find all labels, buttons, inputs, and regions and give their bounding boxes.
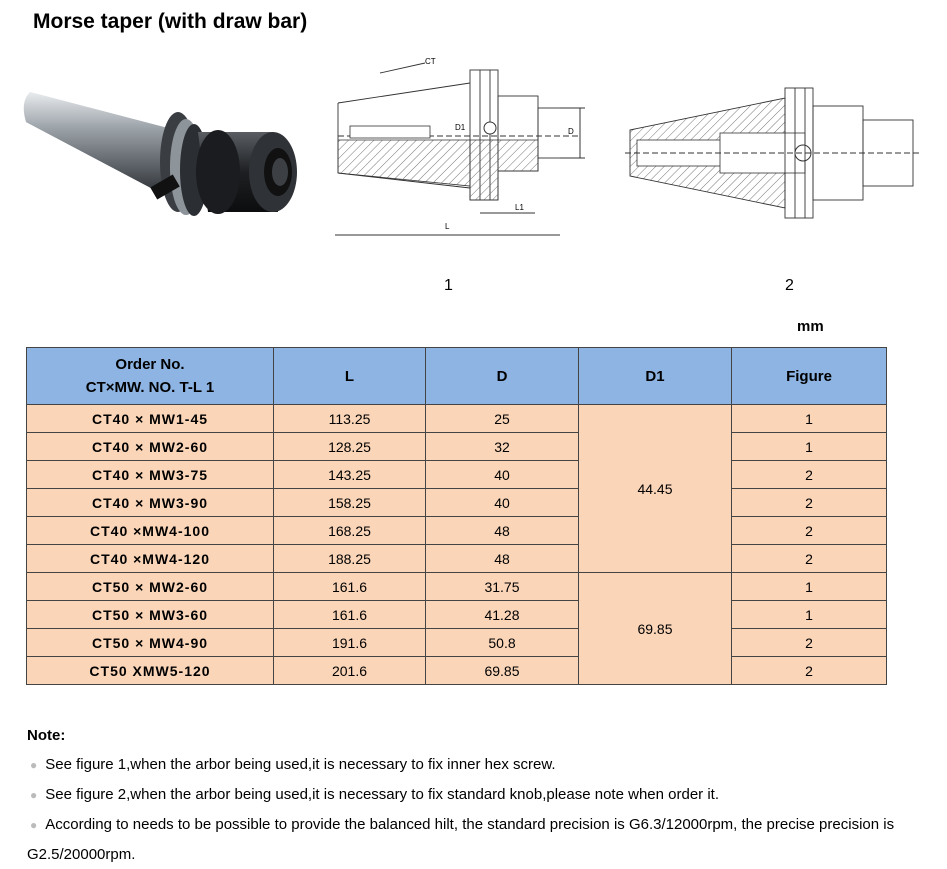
header-l: L	[274, 348, 426, 405]
header-figure: Figure	[732, 348, 887, 405]
cell-figure: 1	[732, 433, 887, 461]
note-item	[27, 810, 927, 869]
table-row	[27, 601, 887, 629]
table-row	[27, 573, 887, 601]
note-item	[27, 750, 927, 780]
note-text: See figure 1,when the arbor being used,it is necessary to fix inner hex screw.	[45, 756, 556, 773]
cell-order: CT40 × MW1-45	[27, 405, 274, 433]
table-row	[27, 629, 887, 657]
table-row	[27, 489, 887, 517]
cell-l: 191.6	[274, 629, 426, 657]
table-row	[27, 657, 887, 685]
cell-l: 158.25	[274, 489, 426, 517]
cell-order: CT40 ×MW4-120	[27, 545, 274, 573]
cell-l: 168.25	[274, 517, 426, 545]
cell-d: 50.8	[426, 629, 579, 657]
cell-l: 161.6	[274, 601, 426, 629]
notes-title: Note:	[27, 727, 66, 744]
figure-1-drawing	[330, 48, 592, 243]
cell-figure: 2	[732, 461, 887, 489]
cell-order: CT40 ×MW4-100	[27, 517, 274, 545]
cell-order: CT40 × MW2-60	[27, 433, 274, 461]
cell-figure: 2	[732, 657, 887, 685]
cell-l: 201.6	[274, 657, 426, 685]
d1-label: D1	[455, 123, 466, 132]
cell-figure: 2	[732, 517, 887, 545]
cell-l: 113.25	[274, 405, 426, 433]
figure-2-number: 2	[785, 277, 794, 294]
cell-d: 31.75	[426, 573, 579, 601]
notes-section	[27, 721, 927, 869]
header-d: D	[426, 348, 579, 405]
l1-label: L1	[515, 203, 524, 212]
header-order-line1: Order No.	[115, 356, 185, 373]
cell-order: CT40 × MW3-90	[27, 489, 274, 517]
cell-figure: 1	[732, 601, 887, 629]
table-row	[27, 405, 887, 433]
figure-1-number: 1	[444, 277, 453, 294]
cell-d: 40	[426, 489, 579, 517]
table-row	[27, 517, 887, 545]
page-title: Morse taper (with draw bar)	[33, 10, 308, 33]
bullet-icon: ●	[30, 758, 38, 772]
table-row	[27, 545, 887, 573]
cell-d: 48	[426, 545, 579, 573]
bullet-icon: ●	[30, 788, 38, 802]
cell-l: 188.25	[274, 545, 426, 573]
figure-2-drawing	[625, 78, 920, 228]
cell-figure: 2	[732, 629, 887, 657]
table-row	[27, 433, 887, 461]
cell-d1: 69.85	[579, 573, 732, 685]
cell-figure: 1	[732, 405, 887, 433]
cell-d: 69.85	[426, 657, 579, 685]
spec-table	[26, 347, 887, 685]
ct-label: CT	[425, 57, 436, 66]
cell-l: 161.6	[274, 573, 426, 601]
cell-order: CT50 × MW4-90	[27, 629, 274, 657]
cell-d: 25	[426, 405, 579, 433]
cell-figure: 2	[732, 545, 887, 573]
cell-d: 32	[426, 433, 579, 461]
unit-label: mm	[797, 318, 824, 335]
cell-order: CT50 XMW5-120	[27, 657, 274, 685]
cell-l: 128.25	[274, 433, 426, 461]
cell-l: 143.25	[274, 461, 426, 489]
product-photo	[18, 62, 303, 242]
cell-d: 48	[426, 517, 579, 545]
cell-d: 40	[426, 461, 579, 489]
header-order-line2: CT×MW. NO. T-L 1	[85, 379, 215, 396]
l-label: L	[445, 222, 450, 231]
cell-figure: 2	[732, 489, 887, 517]
table-row	[27, 461, 887, 489]
header-d1: D1	[579, 348, 732, 405]
cell-d: 41.28	[426, 601, 579, 629]
cell-d1: 44.45	[579, 405, 732, 573]
table-header-row	[27, 348, 887, 405]
note-text: See figure 2,when the arbor being used,it is necessary to fix standard knob,please note when order it.	[45, 786, 719, 803]
d-label: D	[568, 127, 574, 136]
bullet-icon: ●	[30, 818, 38, 832]
note-text: According to needs to be possible to provide the balanced hilt, the standard precision is G6.3/12000rpm, the precise precision is G2.5/20000rpm.	[27, 816, 895, 863]
header-order-no	[27, 348, 274, 405]
cell-order: CT40 × MW3-75	[27, 461, 274, 489]
cell-figure: 1	[732, 573, 887, 601]
cell-order: CT50 × MW3-60	[27, 601, 274, 629]
cell-order: CT50 × MW2-60	[27, 573, 274, 601]
note-item	[27, 780, 927, 810]
